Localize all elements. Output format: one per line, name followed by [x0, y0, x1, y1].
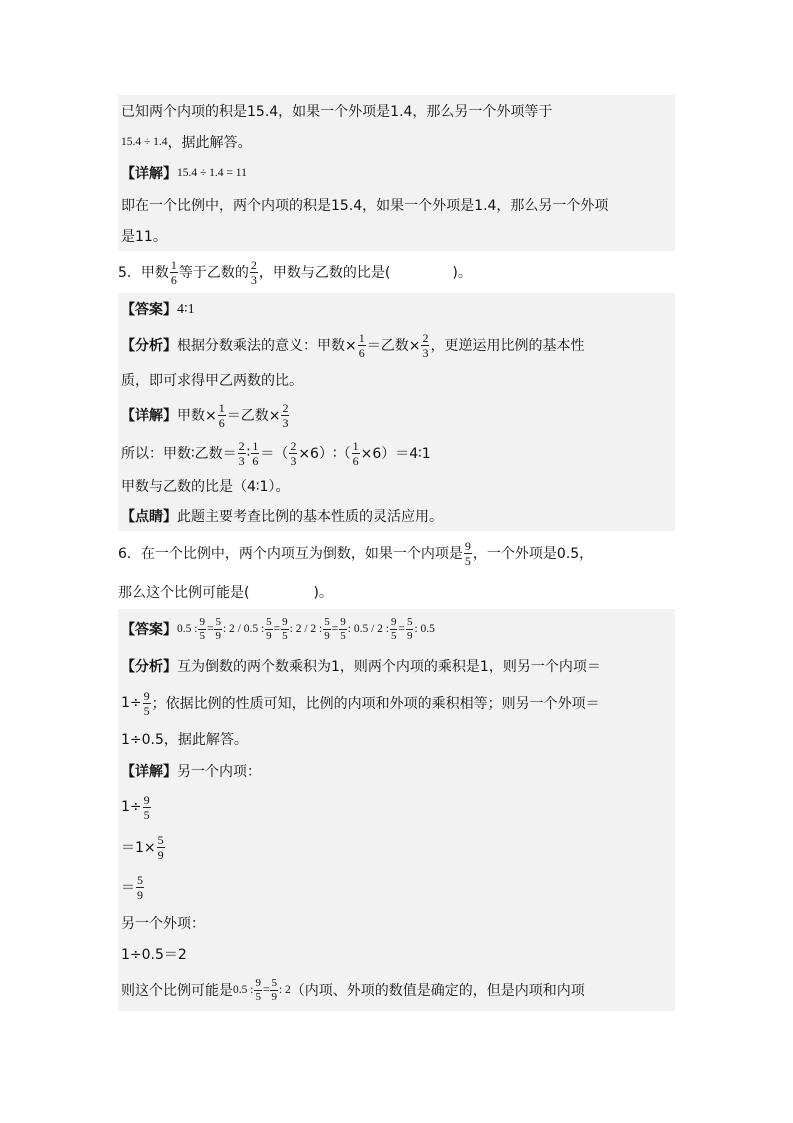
- q6-final-e1: 0.5 :: [233, 984, 254, 996]
- q6-question-line2: [118, 575, 675, 609]
- q5-detail-b: ＝乙数×: [226, 408, 281, 424]
- q6-ans-8: =: [398, 623, 405, 635]
- q6-close: )。: [313, 585, 333, 601]
- q5-so-frac4: $\frac{1}{6}$: [352, 438, 359, 468]
- q6-question-line1: [118, 531, 675, 575]
- prev-detail-expr: 15.4 ÷ 1.4 = 11: [177, 167, 247, 179]
- q6-tail: ，一个外项是0.5，: [472, 546, 594, 562]
- q5-so-a: 所以：甲数∶乙数＝: [121, 446, 237, 462]
- q5-analysis-b: ＝乙数×: [366, 338, 421, 354]
- prev-expr-tail: ，据此解答。: [167, 135, 252, 151]
- q5-so-colon: ∶: [246, 445, 251, 461]
- q6-final-b: （内项、外项的数值是确定的，但是内项和内项: [290, 983, 585, 999]
- q6-step1: [121, 787, 675, 827]
- q6-final-line: [121, 969, 675, 1011]
- q5-answer-tag: 【答案】: [121, 302, 177, 318]
- q5-close: )。: [452, 265, 472, 281]
- q5-so-frac3: $\frac{2}{3}$: [290, 438, 297, 468]
- q6-ans-frac2: $\frac{5}{9}$: [215, 615, 221, 642]
- prev-expr: 15.4 ÷ 1.4: [121, 136, 168, 148]
- q6-analysis-tag: 【分析】: [121, 659, 177, 675]
- q6-step2-a: ＝1×: [121, 840, 156, 856]
- q6-final-frac2: $\frac{5}{9}$: [271, 976, 277, 1003]
- q6-step1-frac: $\frac{9}{5}$: [143, 792, 150, 822]
- q6-outer-expr: 1÷0.5＝2: [121, 947, 187, 963]
- q5-detail-frac2: $\frac{2}{3}$: [282, 400, 289, 430]
- q6-ans-1: 0.5 :: [177, 623, 198, 635]
- q6-ans-4: =: [273, 623, 281, 635]
- q5-answer-line: [121, 293, 675, 325]
- q5-detail-line: [121, 395, 675, 435]
- q5-so-d: ×6）＝4∶1: [360, 446, 431, 462]
- q6-step2-frac: $\frac{5}{9}$: [157, 832, 164, 862]
- q6-ans-frac6: $\frac{9}{5}$: [340, 615, 346, 642]
- q5-tail: ，甲数与乙数的比是(: [258, 265, 391, 281]
- q6-analysis-line1: [121, 649, 675, 683]
- q6-ans-frac8: $\frac{5}{9}$: [406, 615, 413, 642]
- q6-outer-label: 另一个外项：: [121, 916, 205, 932]
- document-page: [118, 95, 675, 1011]
- q6-analysis-frac: $\frac{9}{5}$: [143, 688, 150, 718]
- q6-final-e3: : 2: [278, 984, 291, 996]
- q6-step3: [121, 867, 675, 907]
- q6-ans-5: : 2 / 2 :: [289, 623, 323, 635]
- q6-answer-line: [121, 609, 675, 649]
- q5-detail-a: 甲数×: [177, 408, 217, 424]
- q5-analysis-frac1: $\frac{1}{6}$: [358, 330, 365, 360]
- q6-frac1: $\frac{9}{5}$: [464, 538, 471, 568]
- q6-ans-6: =: [331, 623, 339, 635]
- q6-solution-block: [118, 609, 675, 1011]
- q6-detail-line: [121, 755, 675, 787]
- q5-tip-tag: 【点睛】: [121, 509, 177, 525]
- q5-analysis-a: 根据分数乘法的意义：甲数×: [177, 338, 357, 354]
- q6-step3-a: ＝: [121, 880, 135, 896]
- q6-line2: 那么这个比例可能是(: [118, 585, 250, 601]
- q5-so-frac2: $\frac{1}{6}$: [252, 438, 259, 468]
- q6-step3-frac: $\frac{5}{9}$: [137, 872, 143, 902]
- q5-analysis-line2: 质，即可求得甲乙两数的比。: [121, 373, 303, 389]
- q6-final-frac1: $\frac{9}{5}$: [255, 976, 261, 1003]
- q5-frac2: $\frac{2}{3}$: [250, 257, 257, 287]
- q6-ans-frac5: $\frac{5}{9}$: [324, 615, 330, 642]
- q5-solution-block: [118, 293, 675, 531]
- prev-detail-line: [121, 157, 675, 189]
- q5-so-frac1: $\frac{2}{3}$: [238, 438, 245, 468]
- q6-analysis-2b: ；依据比例的性质可知，比例的内项和外项的乘积相等；则另一个外项＝: [151, 696, 600, 712]
- q5-question: [118, 251, 675, 293]
- q6-analysis-line3: 1÷0.5，据此解答。: [121, 732, 248, 748]
- q5-detail-frac1: $\frac{1}{6}$: [218, 400, 225, 430]
- q5-prefix: 5．甲数: [118, 265, 169, 281]
- q5-mid: 等于乙数的: [178, 265, 249, 281]
- q6-ans-frac7: $\frac{9}{5}$: [390, 615, 397, 642]
- prev-conclusion-line2: 是11。: [121, 229, 167, 245]
- q6-prefix: 6．在一个比例中，两个内项互为倒数，如果一个内项是: [118, 546, 463, 562]
- q6-step1-a: 1÷: [121, 799, 142, 815]
- q6-step2: [121, 827, 675, 867]
- q5-analysis-line1: [121, 325, 675, 365]
- q6-ans-frac1: $\frac{9}{5}$: [199, 615, 205, 642]
- q6-detail-tag: 【详解】: [121, 764, 177, 780]
- q6-final-a: 则这个比例可能是: [121, 983, 233, 999]
- q6-detail-1: 另一个内项：: [177, 764, 261, 780]
- q5-ratio-line: 甲数与乙数的比是（4∶1）。: [121, 479, 290, 495]
- q5-so-b: ＝（: [260, 446, 289, 462]
- q5-answer: 4∶1: [177, 301, 195, 317]
- q6-ans-7: : 0.5 / 2 :: [347, 623, 389, 635]
- q6-ans-frac3: $\frac{5}{9}$: [266, 615, 272, 642]
- prev-conclusion-line1: 即在一个比例中，两个内项的积是15.4，如果一个外项是1.4，那么另一个外项: [121, 198, 609, 214]
- q5-frac1: $\frac{1}{6}$: [170, 257, 177, 287]
- prev-analysis-block: [118, 95, 675, 251]
- prev-detail-tag: 【详解】: [121, 166, 177, 182]
- prev-analysis-line1: 已知两个内项的积是15.4，如果一个外项是1.4，那么另一个外项等于: [121, 104, 553, 120]
- q5-analysis-c: ，更逆运用比例的基本性: [430, 338, 585, 354]
- q6-analysis-1: 互为倒数的两个数乘积为1，则两个内项的乘积是1，则另一个内项＝: [177, 659, 601, 675]
- q6-final-e2: =: [262, 984, 270, 996]
- q6-analysis-line2: [121, 683, 675, 723]
- q6-ans-frac4: $\frac{9}{5}$: [282, 615, 288, 642]
- q6-ans-3: : 2 / 0.5 :: [222, 623, 265, 635]
- q6-ans-2: =: [206, 623, 214, 635]
- q5-tip-line: [121, 501, 675, 531]
- q5-detail-tag: 【详解】: [121, 408, 177, 424]
- q5-tip: 此题主要考查比例的基本性质的灵活应用。: [177, 509, 443, 525]
- q6-ans-9: : 0.5: [414, 623, 435, 635]
- q5-so-c: ×6）∶（: [298, 446, 351, 462]
- q5-analysis-frac2: $\frac{2}{3}$: [422, 330, 429, 360]
- q5-analysis-tag: 【分析】: [121, 338, 177, 354]
- q6-analysis-2a: 1÷: [121, 695, 142, 711]
- q5-so-line: [121, 435, 675, 471]
- prev-analysis-line2: [121, 127, 675, 157]
- q6-answer-tag: 【答案】: [121, 622, 177, 638]
